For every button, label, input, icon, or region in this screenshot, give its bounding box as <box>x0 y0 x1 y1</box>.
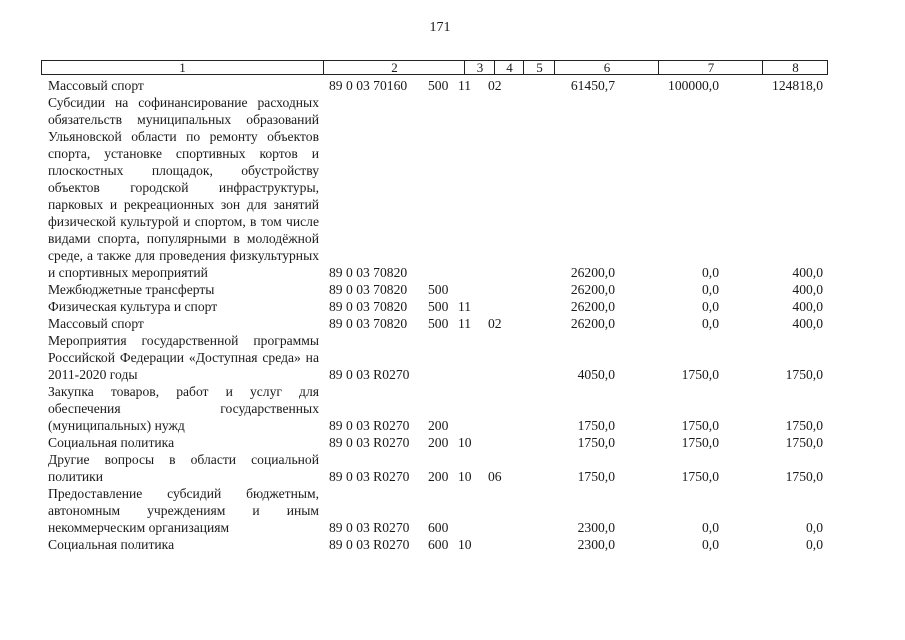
table-row <box>0 77 905 94</box>
item-name-cell: Предоставление субсидий бюджетным, автономным учреждениям и иным некоммерческим организациям <box>48 486 319 535</box>
budget-code-cell: 89 0 03 70820 <box>329 265 408 280</box>
amount-col8-cell: 0,0 <box>806 537 823 552</box>
amount-col6-cell: 4050,0 <box>577 367 615 382</box>
amount-col8-cell: 400,0 <box>792 282 823 297</box>
table-header <box>41 60 828 75</box>
budget-code-cell: 89 0 03 70820 <box>329 282 408 297</box>
amount-col8-cell: 1750,0 <box>785 367 823 382</box>
table-row <box>0 332 905 383</box>
item-name-cell: Межбюджетные трансферты <box>48 282 215 297</box>
table-row <box>0 434 905 451</box>
expense-type-cell: 200 <box>428 418 449 433</box>
amount-col7-cell: 0,0 <box>702 520 719 535</box>
budget-code-cell: 89 0 03 R0270 <box>329 537 410 552</box>
amount-col6-cell: 61450,7 <box>570 78 615 93</box>
table-row <box>0 383 905 434</box>
budget-code-cell: 89 0 03 R0270 <box>329 418 410 433</box>
section-cell: 11 <box>458 78 472 93</box>
table-row <box>0 298 905 315</box>
item-name-cell: Закупка товаров, работ и услуг для обеспечения государственных (муниципальных) нужд <box>48 384 319 433</box>
subsection-cell: 02 <box>488 78 502 93</box>
budget-code-cell: 89 0 03 R0270 <box>329 367 410 382</box>
item-name-cell: Физическая культура и спорт <box>48 299 218 314</box>
amount-col6-cell: 1750,0 <box>577 418 615 433</box>
item-name-cell: Социальная политика <box>48 435 175 450</box>
column-header-8: 8 <box>762 61 828 74</box>
table-row <box>0 451 905 485</box>
amount-col6-cell: 1750,0 <box>577 435 615 450</box>
expense-type-cell: 600 <box>428 520 449 535</box>
table-row <box>0 536 905 553</box>
expense-type-cell: 600 <box>428 537 449 552</box>
amount-col7-cell: 0,0 <box>702 299 719 314</box>
section-cell: 10 <box>458 537 472 552</box>
table-row <box>0 485 905 536</box>
budget-code-cell: 89 0 03 70820 <box>329 299 408 314</box>
item-name-cell: Социальная политика <box>48 537 175 552</box>
item-name-cell: Массовый спорт <box>48 78 144 93</box>
expense-type-cell: 500 <box>428 299 449 314</box>
column-header-5: 5 <box>523 61 555 74</box>
amount-col7-cell: 1750,0 <box>681 435 719 450</box>
item-name-cell: Другие вопросы в области социальной политики <box>48 452 319 484</box>
subsection-cell: 02 <box>488 316 502 331</box>
section-cell: 11 <box>458 316 472 331</box>
amount-col8-cell: 1750,0 <box>785 418 823 433</box>
amount-col8-cell: 1750,0 <box>785 435 823 450</box>
expense-type-cell: 200 <box>428 435 449 450</box>
amount-col7-cell: 1750,0 <box>681 418 719 433</box>
amount-col6-cell: 2300,0 <box>577 520 615 535</box>
amount-col7-cell: 0,0 <box>702 282 719 297</box>
amount-col6-cell: 26200,0 <box>570 316 615 331</box>
item-name-cell: Субсидии на софинансирование расходных обязательств муниципальных образований Ульяновской области по ремонту объектов спорта, установке спортивных кортов и плоскостных площадок, обустройству объектов городской инфраструктуры, парковых и рекреационных зон для занятий физической культурой и спортом, в том числе видами спорта, популярными в молодёжной среде, а также для проведения физкультурных и спортивных мероприятий <box>48 95 319 280</box>
expense-type-cell: 500 <box>428 316 449 331</box>
expense-type-cell: 500 <box>428 78 449 93</box>
amount-col6-cell: 26200,0 <box>570 299 615 314</box>
column-header-6: 6 <box>554 61 659 74</box>
amount-col6-cell: 26200,0 <box>570 282 615 297</box>
amount-col8-cell: 1750,0 <box>785 469 823 484</box>
amount-col7-cell: 0,0 <box>702 265 719 280</box>
column-header-2: 2 <box>323 61 465 74</box>
table-row <box>0 94 905 281</box>
budget-code-cell: 89 0 03 R0270 <box>329 520 410 535</box>
amount-col6-cell: 2300,0 <box>577 537 615 552</box>
section-cell: 10 <box>458 469 472 484</box>
column-header-7: 7 <box>658 61 763 74</box>
budget-code-cell: 89 0 03 70160 <box>329 78 408 93</box>
amount-col8-cell: 124818,0 <box>772 78 823 93</box>
amount-col6-cell: 1750,0 <box>577 469 615 484</box>
table-row <box>0 281 905 298</box>
table-row <box>0 315 905 332</box>
amount-col7-cell: 1750,0 <box>681 469 719 484</box>
item-name-cell: Массовый спорт <box>48 316 144 331</box>
subsection-cell: 06 <box>488 469 502 484</box>
section-cell: 10 <box>458 435 472 450</box>
column-header-3: 3 <box>464 61 495 74</box>
amount-col7-cell: 0,0 <box>702 316 719 331</box>
amount-col6-cell: 26200,0 <box>570 265 615 280</box>
table-body <box>0 77 905 553</box>
amount-col7-cell: 1750,0 <box>681 367 719 382</box>
section-cell: 11 <box>458 299 472 314</box>
amount-col8-cell: 400,0 <box>792 316 823 331</box>
amount-col8-cell: 400,0 <box>792 299 823 314</box>
expense-type-cell: 200 <box>428 469 449 484</box>
budget-code-cell: 89 0 03 R0270 <box>329 469 410 484</box>
budget-code-cell: 89 0 03 70820 <box>329 316 408 331</box>
amount-col7-cell: 100000,0 <box>668 78 719 93</box>
amount-col8-cell: 0,0 <box>806 520 823 535</box>
column-header-4: 4 <box>494 61 524 74</box>
column-header-1: 1 <box>179 60 186 75</box>
page-number: 171 <box>429 20 451 35</box>
item-name-cell: Мероприятия государственной программы Российской Федерации «Доступная среда» на 2011-2020 годы <box>48 333 319 382</box>
budget-code-cell: 89 0 03 R0270 <box>329 435 410 450</box>
amount-col8-cell: 400,0 <box>792 265 823 280</box>
amount-col7-cell: 0,0 <box>702 537 719 552</box>
expense-type-cell: 500 <box>428 282 449 297</box>
